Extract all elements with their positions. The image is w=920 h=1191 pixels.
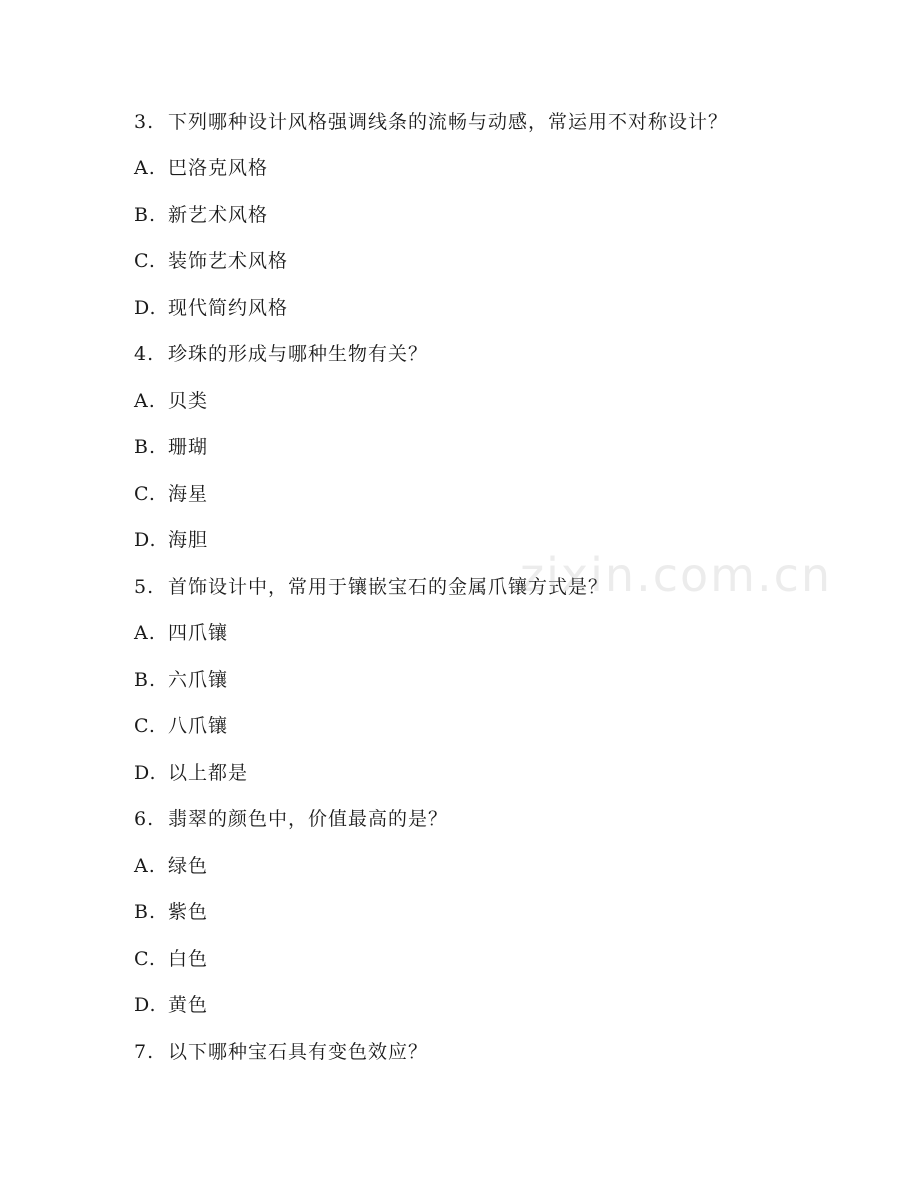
question-text: 下列哪种设计风格强调线条的流畅与动感，常运用不对称设计？ bbox=[168, 111, 729, 133]
option-text: 白色 bbox=[168, 948, 209, 970]
option-b bbox=[134, 665, 228, 695]
question-number: 6. bbox=[134, 808, 155, 830]
question-number: 7. bbox=[134, 1041, 155, 1063]
option-text: 珊瑚 bbox=[168, 436, 209, 458]
question-4 bbox=[134, 339, 428, 369]
option-letter: D. bbox=[134, 762, 157, 784]
option-letter: C. bbox=[134, 948, 156, 970]
option-a bbox=[134, 386, 208, 416]
option-letter: B. bbox=[134, 436, 157, 458]
option-letter: D. bbox=[134, 529, 157, 551]
option-letter: B. bbox=[134, 901, 157, 923]
option-text: 新艺术风格 bbox=[168, 204, 269, 226]
watermark: zixin.com.cn bbox=[520, 548, 833, 602]
option-d bbox=[134, 990, 208, 1020]
option-text: 海胆 bbox=[168, 529, 209, 551]
option-c bbox=[134, 246, 288, 276]
option-letter: A. bbox=[134, 855, 156, 877]
option-b bbox=[134, 200, 268, 230]
option-letter: C. bbox=[134, 715, 156, 737]
question-number: 3. bbox=[134, 111, 155, 133]
option-a bbox=[134, 618, 228, 648]
option-d bbox=[134, 293, 288, 323]
option-text: 紫色 bbox=[168, 901, 209, 923]
option-text: 贝类 bbox=[168, 390, 209, 412]
option-text: 以上都是 bbox=[168, 762, 249, 784]
option-text: 八爪镶 bbox=[168, 715, 229, 737]
option-text: 巴洛克风格 bbox=[168, 157, 269, 179]
option-d bbox=[134, 758, 248, 788]
option-text: 绿色 bbox=[168, 855, 209, 877]
option-letter: C. bbox=[134, 250, 156, 272]
option-letter: A. bbox=[134, 390, 156, 412]
question-7 bbox=[134, 1037, 428, 1067]
option-letter: B. bbox=[134, 204, 157, 226]
option-letter: A. bbox=[134, 157, 156, 179]
option-d bbox=[134, 525, 208, 555]
question-number: 5. bbox=[134, 576, 155, 598]
option-letter: A. bbox=[134, 622, 156, 644]
option-b bbox=[134, 897, 208, 927]
option-b bbox=[134, 432, 208, 462]
option-c bbox=[134, 944, 208, 974]
question-text: 翡翠的颜色中，价值最高的是？ bbox=[168, 808, 449, 830]
option-letter: D. bbox=[134, 297, 157, 319]
question-6 bbox=[134, 804, 448, 834]
question-text: 珍珠的形成与哪种生物有关？ bbox=[168, 343, 429, 365]
option-text: 装饰艺术风格 bbox=[168, 250, 289, 272]
option-text: 六爪镶 bbox=[168, 669, 229, 691]
option-text: 四爪镶 bbox=[168, 622, 229, 644]
option-a bbox=[134, 153, 268, 183]
option-letter: D. bbox=[134, 994, 157, 1016]
option-c bbox=[134, 479, 208, 509]
option-c bbox=[134, 711, 228, 741]
option-text: 黄色 bbox=[168, 994, 209, 1016]
option-letter: B. bbox=[134, 669, 157, 691]
option-text: 现代简约风格 bbox=[168, 297, 289, 319]
question-text: 首饰设计中，常用于镶嵌宝石的金属爪镶方式是？ bbox=[168, 576, 609, 598]
option-text: 海星 bbox=[168, 483, 209, 505]
question-number: 4. bbox=[134, 343, 155, 365]
option-a bbox=[134, 851, 208, 881]
option-letter: C. bbox=[134, 483, 156, 505]
question-3 bbox=[134, 107, 728, 137]
question-text: 以下哪种宝石具有变色效应？ bbox=[168, 1041, 429, 1063]
